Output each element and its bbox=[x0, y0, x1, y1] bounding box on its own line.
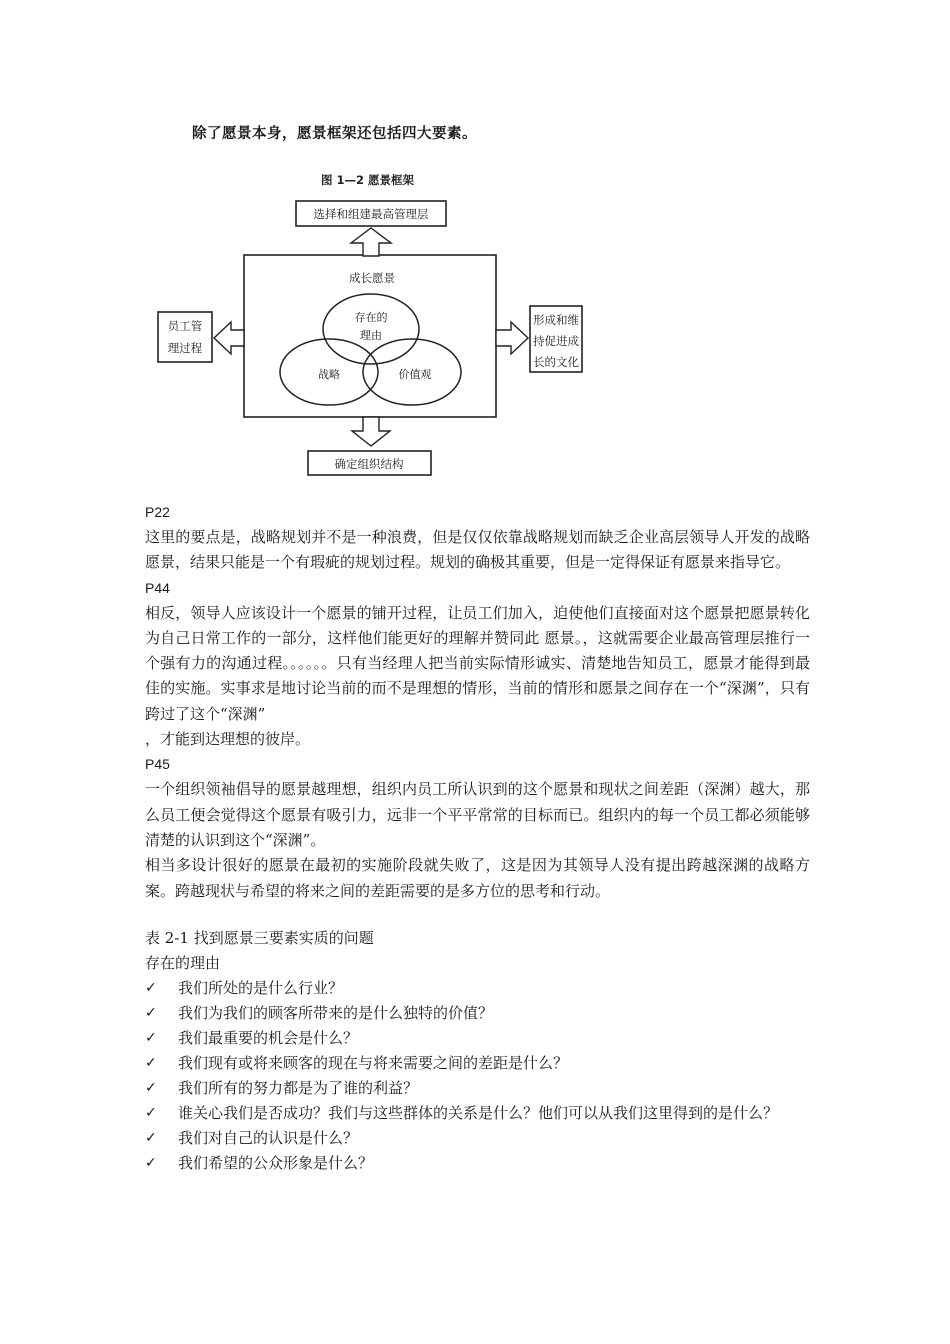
check-icon: ✓ bbox=[145, 980, 157, 997]
paragraph-p45-2: 相当多设计很好的愿景在最初的实施阶段就失败了，这是因为其领导人没有提出跨越深渊的战略方案。跨越现状与希望的将来之间的差距需要的是多方位的思考和行动。 bbox=[145, 856, 810, 900]
check-icon: ✓ bbox=[145, 1030, 157, 1047]
question-text: 我们希望的公众形象是什么？ bbox=[178, 1154, 374, 1173]
right-box-line-3: 长的文化 bbox=[533, 355, 579, 369]
list-item bbox=[145, 1126, 810, 1151]
check-icon: ✓ bbox=[145, 1080, 157, 1097]
spacer bbox=[145, 904, 810, 926]
growth-vision-label: 成长愿景 bbox=[349, 271, 395, 285]
list-item bbox=[145, 1051, 810, 1076]
right-box-line-1: 形成和维 bbox=[533, 313, 579, 327]
circle-left-label: 战略 bbox=[318, 368, 340, 381]
right-box-line-2: 持促进成 bbox=[533, 334, 579, 348]
check-icon: ✓ bbox=[145, 1105, 157, 1122]
list-item bbox=[145, 1076, 810, 1101]
check-icon: ✓ bbox=[145, 1005, 157, 1022]
left-arrow bbox=[214, 322, 244, 354]
left-box-line-1: 员工管 bbox=[167, 319, 203, 333]
page-ref-p45: P45 bbox=[145, 756, 170, 773]
framework-diagram bbox=[150, 118, 610, 480]
up-arrow bbox=[351, 228, 391, 256]
figure-caption: 图 1—2 愿景框架 bbox=[321, 173, 415, 187]
check-icon: ✓ bbox=[145, 1155, 157, 1172]
list-item bbox=[145, 1151, 810, 1176]
question-text: 我们为我们的顾客所带来的是什么独特的价值？ bbox=[178, 1004, 494, 1023]
paragraph-p44-cont: ，才能到达理想的彼岸。 bbox=[145, 730, 311, 749]
question-list bbox=[145, 976, 810, 1176]
question-text: 我们所有的努力都是为了谁的利益？ bbox=[178, 1079, 419, 1098]
circle-top-line-2: 理由 bbox=[360, 329, 382, 342]
check-icon: ✓ bbox=[145, 1130, 157, 1147]
table-title: 表 2-1 找到愿景三要素实质的问题 bbox=[145, 928, 374, 947]
paragraph-p44: 相反，领导人应该设计一个愿景的铺开过程，让员工们加入，迫使他们直接面对这个愿景把愿景转化为自己日常工作的一部分，这样他们能更好的理解并赞同此 愿景。，这就需要企业最高管理层推行一个强有力的沟通过程。。。。。。只有当经理人把当前实际情形诚实、清楚地告知员工，愿景才能得到最佳的实施。实事求是地讨论当前的而不是理想的情形，当前的情形和愿景之间存在一个“深渊”，只有跨过了这个“深渊” bbox=[145, 603, 810, 723]
list-item bbox=[145, 1026, 810, 1051]
top-box-label: 选择和组建最高管理层 bbox=[313, 207, 429, 221]
list-heading: 存在的理由 bbox=[145, 954, 221, 973]
question-text: 我们现有或将来顾客的现在与将来需要之间的差距是什么？ bbox=[178, 1054, 569, 1073]
circle-right-label: 价值观 bbox=[398, 368, 432, 381]
list-item bbox=[145, 1001, 810, 1026]
vision-framework-figure bbox=[150, 118, 610, 480]
paragraph-p22: 这里的要点是，战略规划并不是一种浪费，但是仅仅依靠战略规划而缺乏企业高层领导人开发的战略愿景，结果只能是一个有瑕疵的规划过程。规划的确极其重要，但是一定得保证有愿景来指导它。 bbox=[145, 528, 810, 572]
list-item bbox=[145, 976, 810, 1001]
question-text: 谁关心我们是否成功？我们与这些群体的关系是什么？他们可以从我们这里得到的是什么？ bbox=[178, 1104, 779, 1123]
left-box-line-2: 理过程 bbox=[167, 341, 203, 355]
question-text: 我们对自己的认识是什么？ bbox=[178, 1129, 359, 1148]
body-text bbox=[145, 500, 810, 1176]
down-arrow bbox=[352, 417, 390, 446]
page-ref-p22: P22 bbox=[145, 504, 170, 520]
question-text: 我们最重要的机会是什么？ bbox=[178, 1029, 359, 1048]
circle-top-line-1: 存在的 bbox=[354, 311, 388, 324]
figure-intro-text: 除了愿景本身，愿景框架还包括四大要素。 bbox=[192, 125, 477, 142]
question-text: 我们所处的是什么行业？ bbox=[178, 979, 344, 998]
page-ref-p44: P44 bbox=[145, 579, 170, 596]
check-icon: ✓ bbox=[145, 1055, 157, 1072]
bottom-box-label: 确定组织结构 bbox=[334, 457, 404, 471]
paragraph-p45-1: 一个组织领袖倡导的愿景越理想，组织内员工所认识到的这个愿景和现状之间差距（深渊）越大，那么员工便会觉得这个愿景有吸引力，远非一个平平常常的目标而已。组织内的每一个员工都必须能够清楚的认识到这个“深渊”。 bbox=[145, 780, 810, 849]
list-item bbox=[145, 1101, 810, 1126]
right-arrow bbox=[496, 322, 528, 354]
